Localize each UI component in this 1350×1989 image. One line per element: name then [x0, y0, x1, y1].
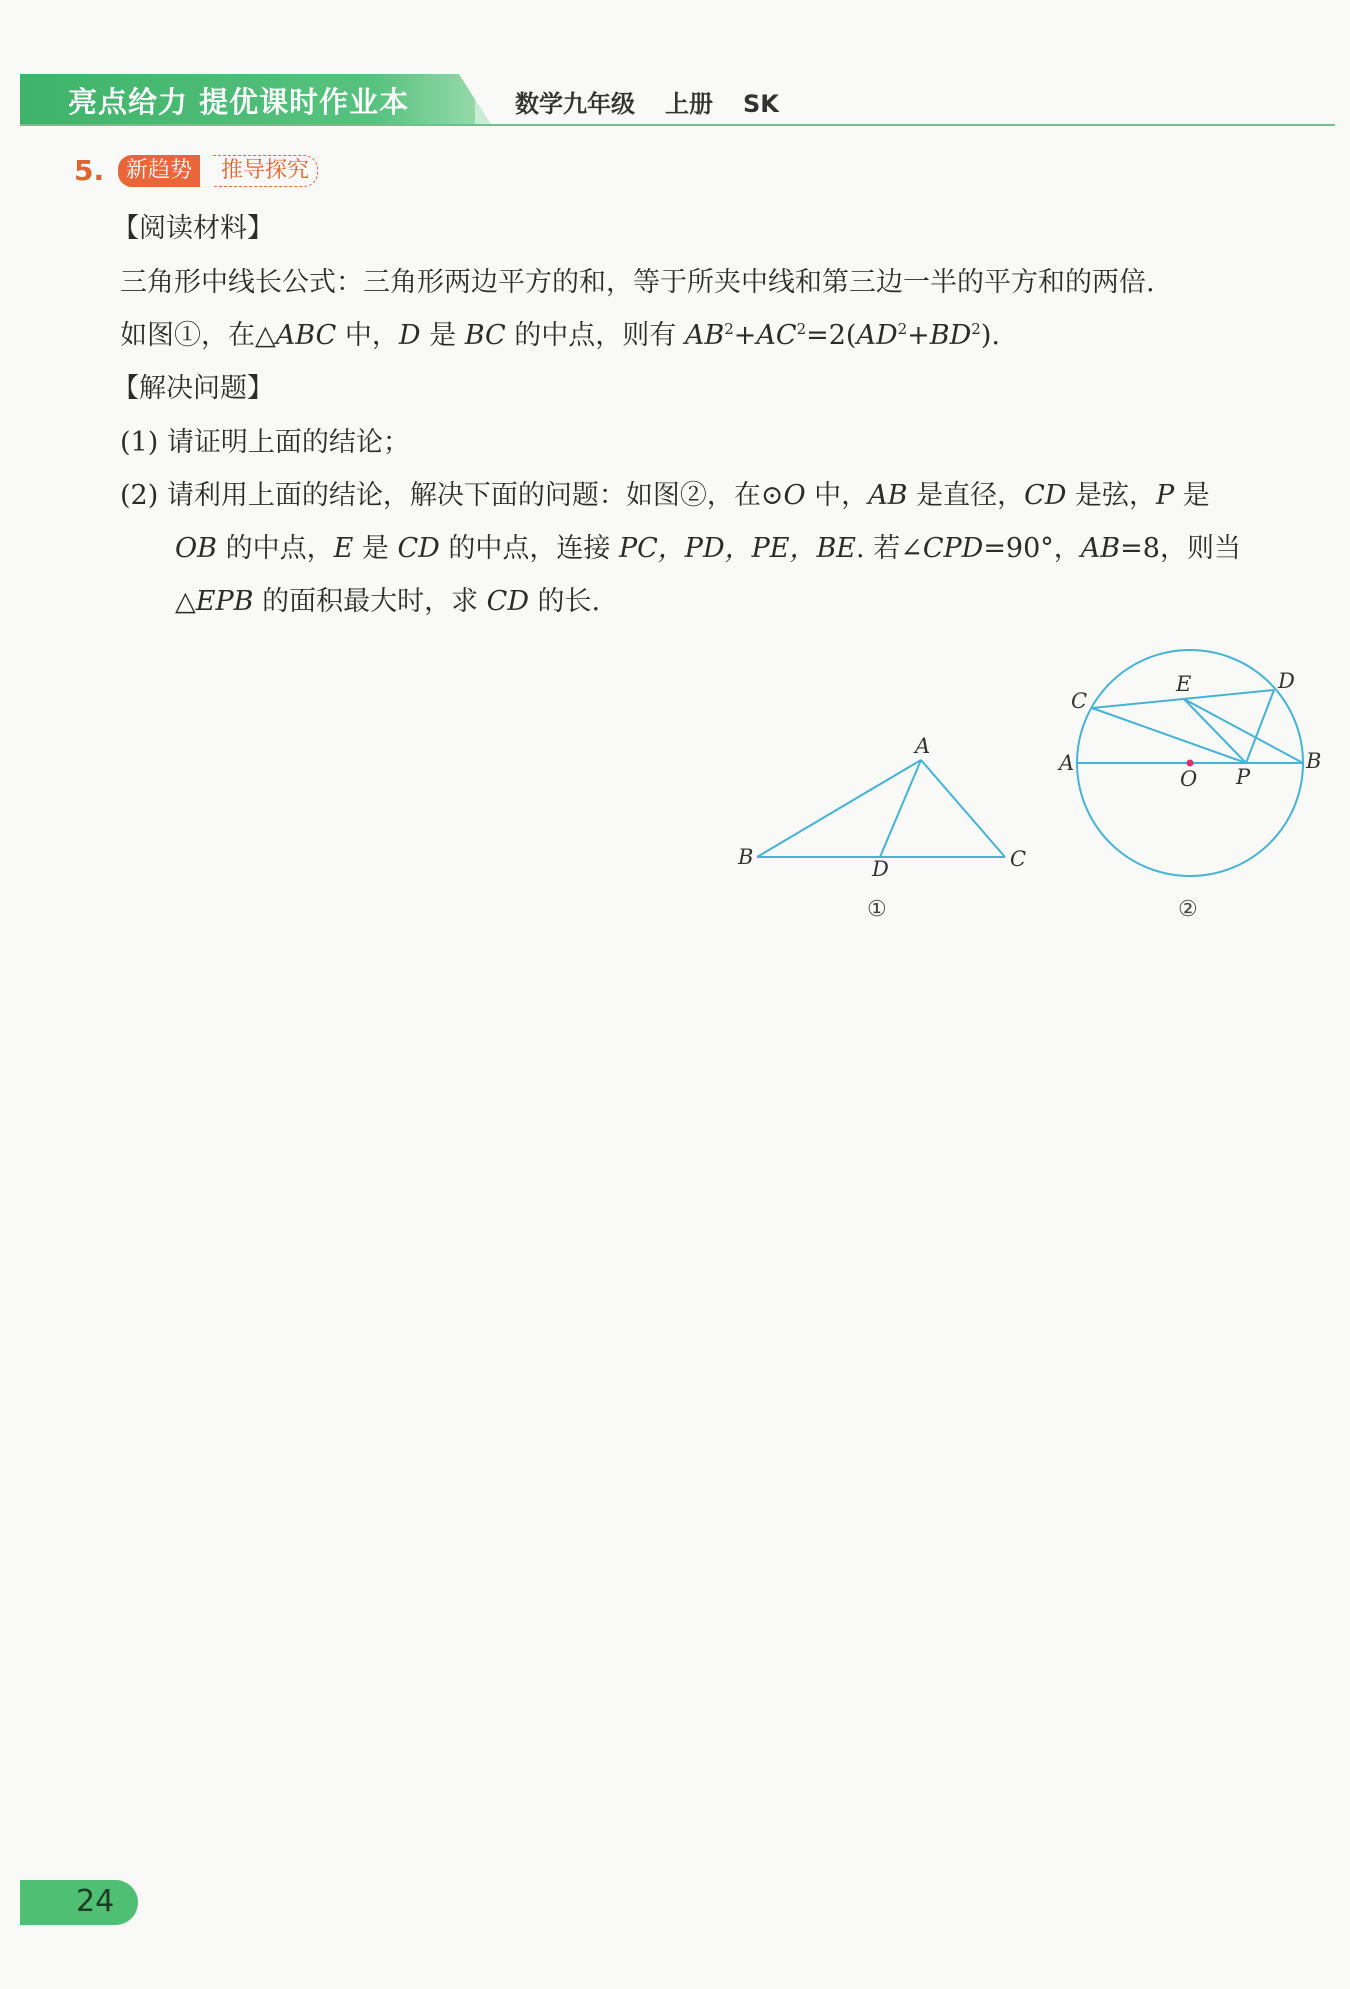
volume-label: 上册: [665, 90, 713, 118]
question-part-1: (1) 请证明上面的结论；: [120, 427, 410, 458]
segment-ac: [921, 760, 1005, 857]
label-b2: B: [1306, 749, 1322, 773]
question-part-2-line-3: △EPB 的面积最大时，求 CD 的长.: [175, 586, 601, 617]
segment-ba: [757, 760, 921, 857]
label-c: C: [1010, 847, 1027, 871]
question-part-2-line-1: (2) 请利用上面的结论，解决下面的问题：如图②，在⊙O 中，AB 是直径，CD 是弦，P 是: [120, 480, 1210, 511]
segment-pe: [1184, 699, 1246, 763]
chord-cd: [1092, 690, 1274, 708]
label-d: D: [872, 857, 889, 881]
reading-line-2: 如图①，在△ABC 中，D 是 BC 的中点，则有 $AB^2+AC^2=2(AD^2+BD^2)$.: [120, 320, 1000, 351]
label-o2: O: [1180, 767, 1198, 791]
question-number: 5.: [74, 154, 105, 187]
segment-ad: [880, 760, 921, 857]
book-subject: [515, 84, 809, 119]
label-p2: P: [1236, 765, 1251, 789]
figure-1-caption: ①: [867, 897, 887, 922]
center-point: [1187, 760, 1194, 767]
label-a2: A: [1059, 751, 1075, 775]
median-formula: $AB^2+AC^2=2(AD^2+BD^2)$.: [684, 320, 1000, 351]
label-a: A: [915, 734, 931, 758]
reading-line-1: 三角形中线长公式：三角形两边平方的和，等于所夹中线和第三边一半的平方和的两倍.: [120, 267, 1155, 298]
segment-pc: [1092, 708, 1246, 763]
segment-pd: [1246, 690, 1274, 763]
segment-be: [1184, 699, 1303, 763]
book-title: 亮点给力 提优课时作业本: [68, 85, 410, 119]
label-c2: C: [1071, 689, 1088, 713]
figure-2-caption: ②: [1178, 897, 1198, 922]
edition-label: SK: [743, 90, 779, 118]
new-trend-badge: 新趋势: [118, 155, 200, 187]
label-e2: E: [1176, 672, 1192, 696]
question-part-2-line-2: OB 的中点，E 是 CD 的中点，连接 PC，PD，PE，BE. 若∠CPD=90°，AB=8，则当: [175, 533, 1241, 564]
subject-label: 数学九年级: [515, 90, 635, 118]
category-tag: 推导探究: [213, 155, 318, 187]
label-b: B: [738, 845, 754, 869]
label-d2: D: [1278, 669, 1295, 693]
header-rule: [20, 124, 1335, 126]
solve-heading: 【解决问题】: [112, 373, 274, 404]
reading-heading: 【阅读材料】: [112, 213, 274, 244]
circle-o: [1077, 650, 1303, 876]
page-number: 24: [76, 1884, 115, 1919]
